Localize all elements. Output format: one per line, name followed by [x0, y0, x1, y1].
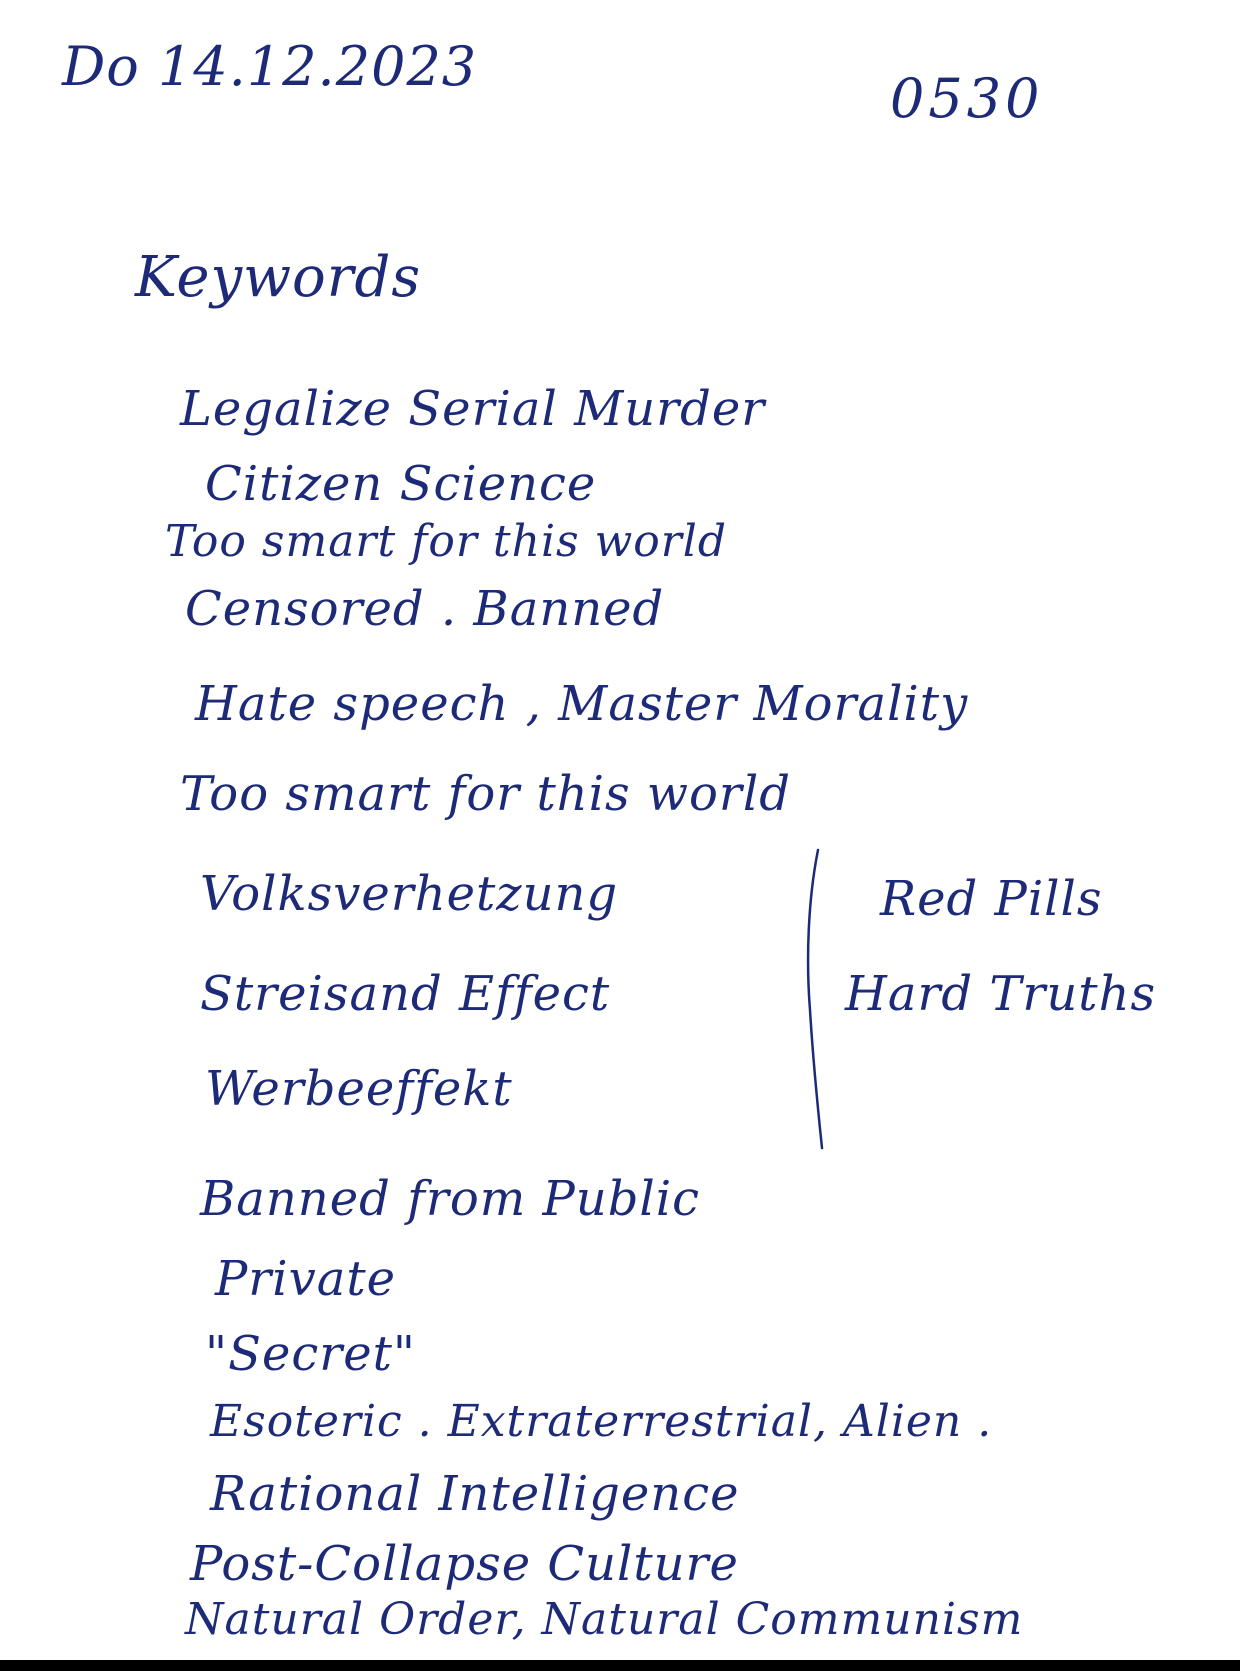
keyword-line: Volksverhetzung — [200, 866, 619, 922]
note-date: Do 14.12.2023 — [62, 35, 478, 98]
keyword-line: Hate speech , Master Morality — [195, 676, 969, 732]
keyword-line: Streisand Effect — [200, 966, 611, 1022]
keyword-line: Esoteric . Extraterrestrial, Alien . — [210, 1396, 993, 1447]
note-time: 0530 — [890, 67, 1044, 130]
keyword-side-note: Red Pills — [880, 871, 1103, 927]
keyword-line: Banned from Public — [200, 1171, 701, 1227]
keyword-line: Rational Intelligence — [210, 1466, 740, 1522]
keyword-line: "Secret" — [205, 1326, 416, 1382]
keyword-line: Natural Order, Natural Communism — [185, 1594, 1024, 1645]
keyword-line: Too smart for this world — [180, 766, 791, 822]
keyword-side-note: Hard Truths — [845, 966, 1157, 1022]
keyword-line: Post-Collapse Culture — [190, 1536, 739, 1592]
note-heading: Keywords — [135, 245, 422, 310]
keyword-line: Legalize Serial Murder — [180, 381, 766, 437]
keyword-line: Citizen Science — [205, 456, 597, 512]
keyword-line: Private — [215, 1251, 397, 1307]
keyword-line: Too smart for this world — [165, 516, 728, 567]
keyword-line: Werbeeffekt — [205, 1061, 513, 1117]
keyword-line: Censored . Banned — [185, 581, 665, 637]
